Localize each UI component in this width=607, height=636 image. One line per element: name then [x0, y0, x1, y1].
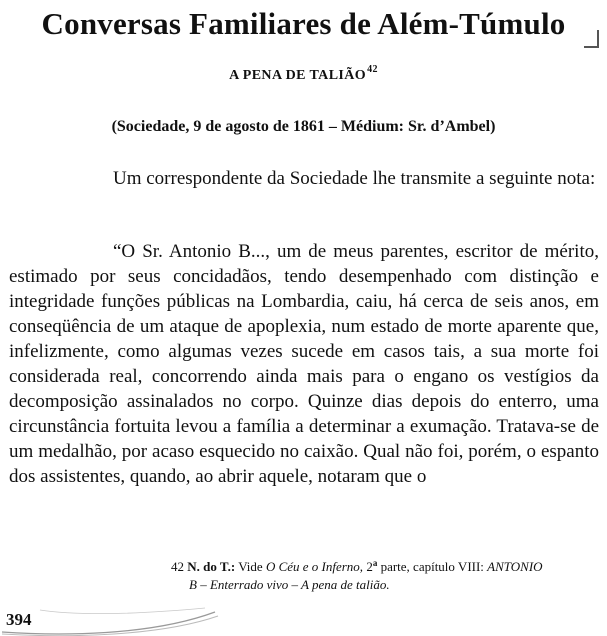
- footnote-label: N. do T.:: [187, 559, 236, 574]
- paragraph-text: Um correspondente da Sociedade lhe transmite a seguinte nota:: [113, 168, 596, 189]
- footnote-number: 42: [171, 559, 184, 574]
- paragraph-text: “O Sr. Antonio B..., um de meus parentes, escritor de mérito, estimado por seus concidadãos, tendo desempenhado com distinção e integridade funções públicas na Lombardia, caiu, há cerca de seis anos, em conseqüência de um ataque de apoplexia, num estado de morte aparente que, infelizmente, como algumas vezes sucede em casos tais, a sua morte foi considerada real, concorrendo ainda mais para o engano os vestígios da decomposição assinalados no corpo. Quinze dias depois do enterro, uma circunstância fortuita levou a família a determinar a exumação. Tratava-se de um medalhão, por acaso esquecido no caixão. Qual não foi, porém, o espanto dos assistentes, quando, ao abrir aquele, notaram que o: [9, 241, 599, 487]
- footnote-book-title: O Céu e o Inferno,: [265, 559, 364, 574]
- footnote-reference[interactable]: 42: [367, 64, 378, 75]
- title-corner-rule-vertical: [597, 30, 599, 48]
- page-corner-swoosh: [0, 606, 220, 636]
- session-subtitle: (Sociedade, 9 de agosto de 1861 – Médium: Sr. d’Ambel): [111, 118, 496, 135]
- footnote-text-before: Vide: [238, 559, 263, 574]
- section-title: [0, 64, 607, 84]
- page-title: Conversas Familiares de Além-Túmulo: [41, 6, 566, 41]
- section-title-text: A PENA DE TALIÃO: [229, 68, 367, 83]
- footnote: [171, 554, 601, 594]
- body-paragraph-1: [9, 166, 599, 191]
- footnote-chapter-title-1: ANTONIO: [487, 559, 543, 574]
- footnote-ordinal: 2: [366, 559, 373, 574]
- body-paragraph-2: [9, 239, 599, 489]
- title-corner-rule: [584, 46, 598, 48]
- footnote-ordinal-suffix: a: [372, 558, 378, 568]
- page-number: 394: [6, 610, 32, 629]
- footnote-chapter-title-2: B – Enterrado vivo – A pena de talião.: [189, 577, 390, 592]
- footnote-text-after: parte, capítulo VIII:: [380, 559, 484, 574]
